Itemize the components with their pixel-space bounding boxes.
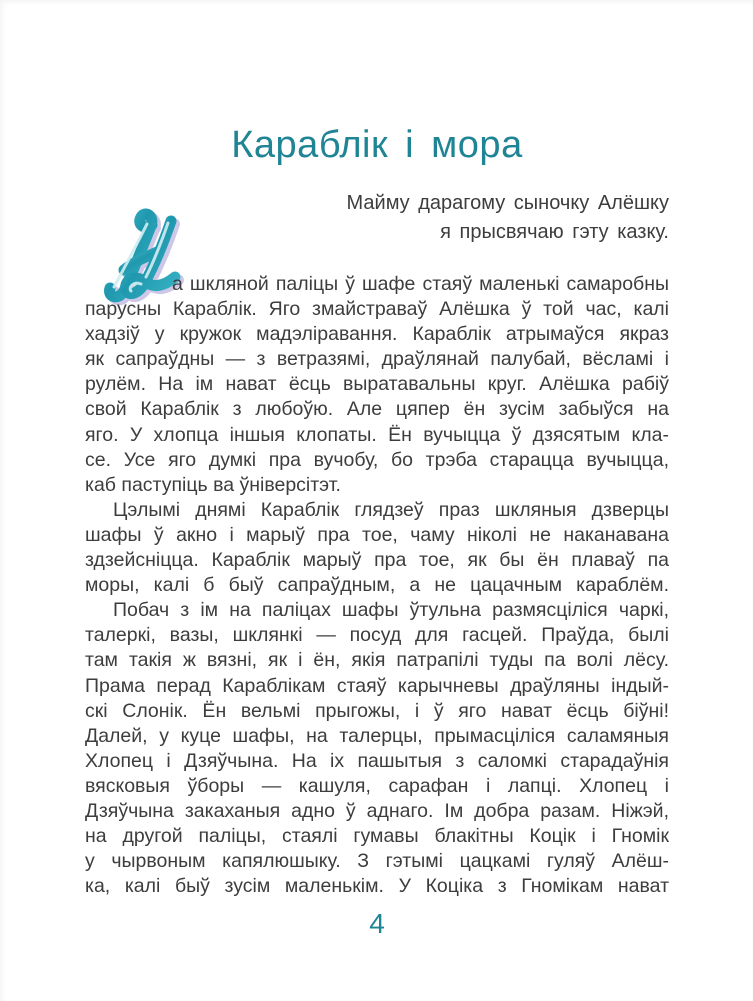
story-text	[85, 272, 669, 899]
paragraph	[85, 272, 669, 498]
text-line: здзейсніцца. Караблік марыў пра тое, як бы ён плаваў па	[85, 549, 669, 572]
paragraph	[85, 498, 669, 598]
text-line: вясковыя ўборы — кашуля, сарафан і лапці. Хлопец і	[85, 774, 669, 797]
text-line: а шкляной паліцы ў шафе стаяў маленькі самаробны	[172, 273, 669, 295]
dedication-line: я прысвячаю гэту казку.	[440, 221, 669, 243]
paragraph	[85, 598, 669, 899]
text-line: рулём. На ім нават ёсць выратавальны круг. Алёшка рабіў	[85, 373, 669, 396]
text-line: се. Усе яго думкі пра вучобу, бо трэба старацца вучыцца,	[85, 448, 669, 471]
text-line: Цэлымі днямі Караблік глядзеў праз шкляныя дзверцы	[113, 498, 669, 521]
text-line: моры, калі б быў сапраўдным, а не цацачным караблём.	[85, 574, 669, 597]
chapter-title: Караблік і мора	[231, 124, 523, 166]
text-line: каб паступіць ва ўніверсітэт.	[85, 473, 341, 496]
text-line: у чырвоным капялюшыку. З гэтымі цацкамі гуляў Алёш-	[85, 850, 669, 873]
text-line: Побач з ім на паліцах шафы ўтульна размясціліся чаркі,	[113, 599, 669, 622]
text-line: яго. У хлопца іншыя клопаты. Ён вучыцца ў дзясятым кла-	[85, 423, 669, 446]
dedication-line: Майму дарагому сыночку Алёшку	[346, 192, 669, 214]
text-line: талеркі, вазы, шклянкі — посуд для гасцей. Праўда, былі	[85, 624, 669, 647]
text-line: скі Слонік. Ён вельмі прыгожы, і ў яго нават ёсць біўні!	[85, 699, 669, 722]
text-line: парусны Караблік. Яго змайстраваў Алёшка ў той час, калі	[85, 298, 669, 321]
text-line: там такія ж вязні, як і ён, якія патрапілі туды па волі лёсу.	[85, 649, 669, 672]
page-number: 4	[369, 908, 385, 939]
text-line: Дзяўчына закаханыя адно ў аднаго. Ім добра разам. Ніжэй,	[85, 799, 669, 822]
text-line: Далей, у куце шафы, на талерцы, прымасціліся саламяныя	[85, 724, 669, 747]
text-line: свой Караблік з любоўю. Але цяпер ён зусім забыўся на	[85, 398, 669, 421]
text-line: на другой паліцы, стаялі гумавы блакітны Коцік і Гномік	[85, 825, 669, 848]
text-line: Прама перад Караблікам стаяў карычневы драўляны індый-	[85, 674, 669, 697]
text-line: хадзіў у кружок мадэліравання. Караблік атрымаўся якраз	[85, 323, 669, 346]
text-line: ка, калі быў зусім маленькім. У Коціка з Гномікам нават	[85, 875, 669, 898]
text-line: Хлопец і Дзяўчына. На іх пашытыя з саломкі старадаўнія	[85, 749, 669, 772]
text-line: шафы ў акно і марыў пра тое, чаму ніколі не наканавана	[85, 523, 669, 546]
text-line: як сапраўдны — з ветразямі, драўлянай палубай, вёсламі і	[85, 348, 669, 371]
